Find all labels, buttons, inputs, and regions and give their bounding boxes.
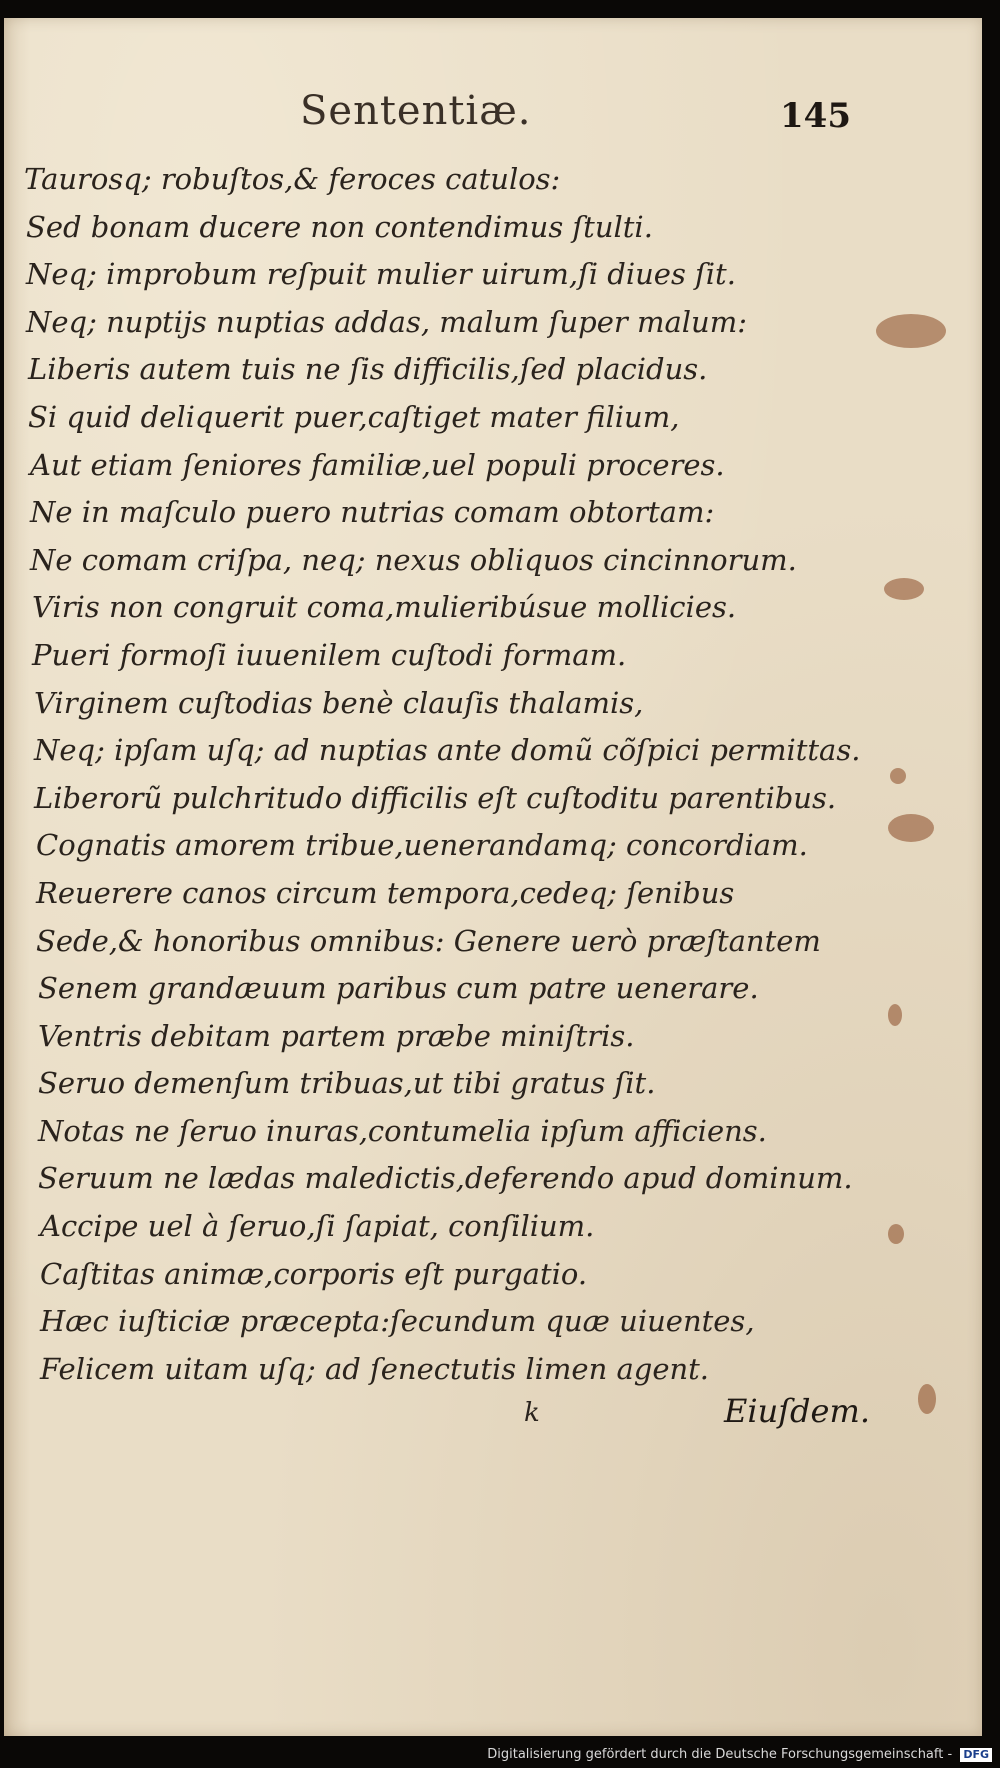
book-page xyxy=(4,18,982,1736)
verse-line: Neq; nuptijs nuptias addas, malum ſuper malum: xyxy=(26,304,747,339)
page-footer xyxy=(4,1388,982,1448)
verse-line: Accipe uel à ſeruo,ſi ſapiat, conſilium. xyxy=(40,1209,595,1244)
verse-line: Aut etiam ſeniores familiæ,uel populi proceres. xyxy=(30,447,725,482)
ink-stain xyxy=(890,768,906,784)
ink-stain xyxy=(888,814,934,842)
verse-line: Cognatis amorem tribue,uenerandamq; concordiam. xyxy=(36,828,808,863)
ink-stain xyxy=(918,1384,936,1414)
ink-stain xyxy=(888,1224,904,1244)
verse-line: Viris non congruit coma,mulieribúsue mollicies. xyxy=(32,590,737,625)
signature-mark: k xyxy=(524,1398,540,1428)
page-header xyxy=(4,88,982,148)
catchword: Eiuſdem. xyxy=(724,1392,870,1430)
verse-line: Felicem uitam uſq; ad ſenectutis limen agent. xyxy=(40,1351,710,1386)
dfg-logo: DFG xyxy=(960,1748,992,1762)
page-number: 145 xyxy=(780,96,851,136)
verse-line: Sede,& honoribus omnibus: Genere uerò præſtantem xyxy=(36,923,821,958)
verse-line: Ventris debitam partem præbe miniſtris. xyxy=(38,1018,635,1053)
verse-block xyxy=(4,156,982,1393)
verse-line: Notas ne ſeruo inuras,contumelia ipſum afficiens. xyxy=(38,1113,767,1148)
verse-line: Ne comam criſpa, neq; nexus obliquos cincinnorum. xyxy=(30,542,797,577)
ink-stain xyxy=(884,578,924,600)
verse-line: Seruum ne lædas maledictis,deferendo apud dominum. xyxy=(38,1161,853,1196)
digitization-credit xyxy=(487,1747,992,1762)
verse-line: Neq; improbum reſpuit mulier uirum,ſi diues ſit. xyxy=(26,257,736,292)
verse-line: Ne in maſculo puero nutrias comam obtortam: xyxy=(30,495,715,530)
verse-line: Senem grandæuum paribus cum patre uenerare. xyxy=(38,971,759,1006)
verse-line: Neq; ipſam uſq; ad nuptias ante domũ cõſpici permittas. xyxy=(34,733,861,768)
verse-line: Liberorũ pulchritudo difficilis eſt cuſtoditu parentibus. xyxy=(34,780,837,815)
verse-line: Reuerere canos circum tempora,cedeq; ſenibus xyxy=(36,875,735,910)
verse-line: Virginem cuſtodias benè clauſis thalamis, xyxy=(34,685,644,720)
verse-line: Sed bonam ducere non contendimus ſtulti. xyxy=(26,209,653,244)
ink-stain xyxy=(888,1004,902,1026)
credit-text: Digitalisierung gefördert durch die Deutsche Forschungsgemeinschaft - xyxy=(487,1747,953,1762)
verse-line: Hæc iuſticiæ præcepta:ſecundum quæ uiuentes, xyxy=(40,1304,755,1339)
verse-line: Si quid deliquerit puer,caſtiget mater filium, xyxy=(28,399,680,434)
ink-stain xyxy=(876,314,946,348)
running-head: Sententiæ. xyxy=(300,88,532,134)
verse-line: Liberis autem tuis ne ſis difficilis,ſed placidus. xyxy=(28,352,708,387)
verse-line: Pueri formoſi iuuenilem cuſtodi formam. xyxy=(32,637,627,672)
verse-line: Taurosq; robuſtos,& feroces catulos: xyxy=(24,162,561,196)
verse-line: Caſtitas animæ,corporis eſt purgatio. xyxy=(40,1256,588,1291)
verse-line: Seruo demenſum tribuas,ut tibi gratus ſit. xyxy=(38,1066,656,1101)
